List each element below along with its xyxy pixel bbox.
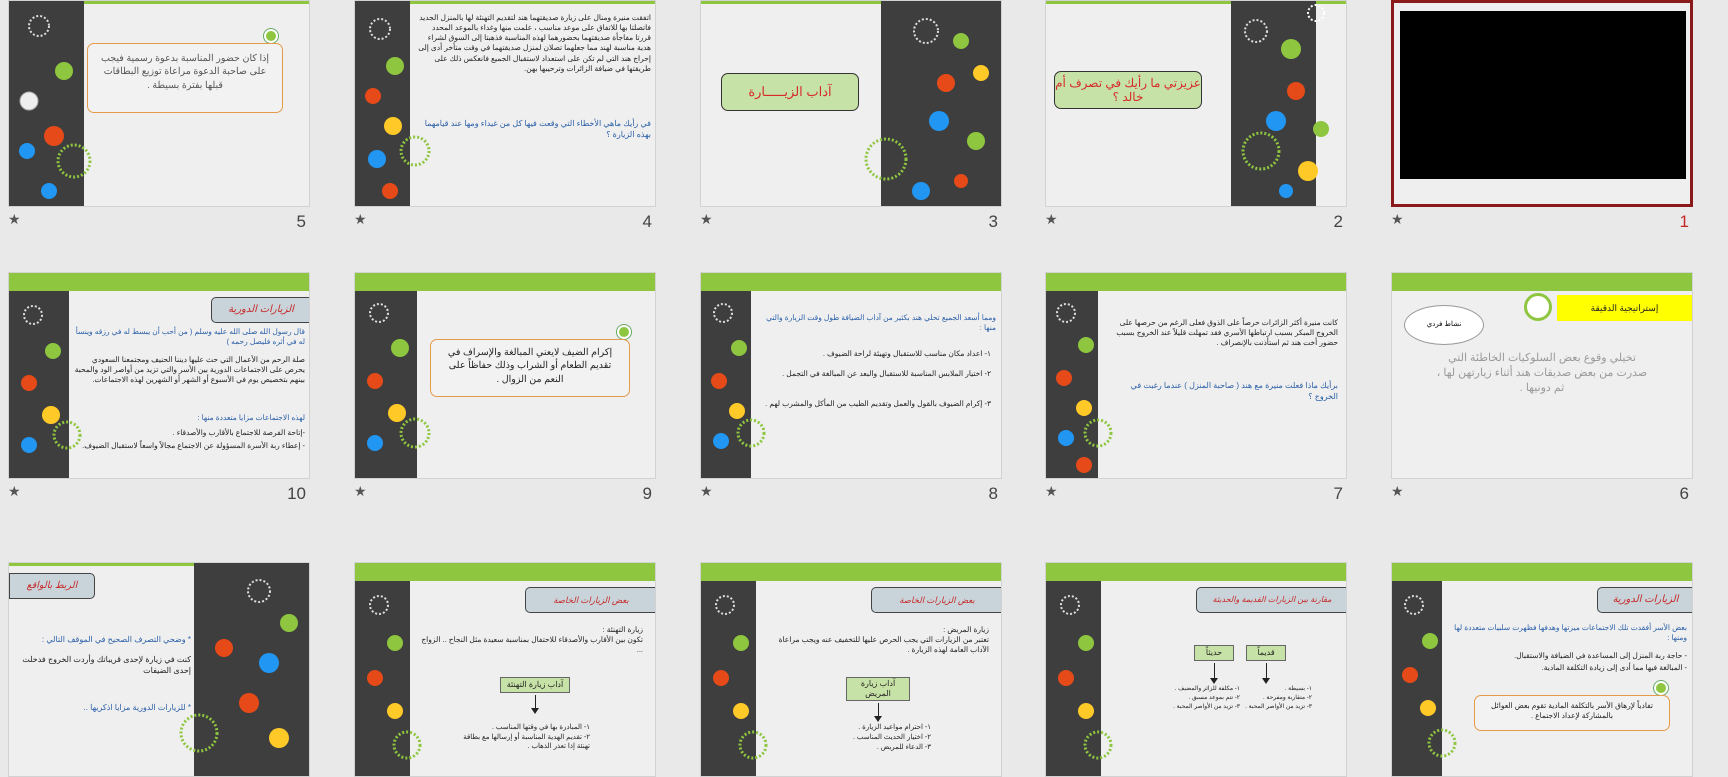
slide-thumbnail-14[interactable] — [354, 562, 656, 777]
list-item: ٣- إكرام الضيوف بالقول والعمل وتقديم الطيب من المأكل والمشرب لهم . — [765, 399, 991, 408]
visit-title: زيارة التهنئة : — [602, 625, 643, 634]
hadith-text: قال رسول الله صلى الله عليه وسلم ( من أحب أن يبسط له في رزقه وينسأ له في أثره فليصل رحمه ) — [75, 327, 305, 347]
slide-thumbnail-4[interactable] — [354, 0, 656, 235]
slide-thumbnail-9[interactable] — [354, 272, 656, 507]
star-icon: ★ — [1045, 484, 1058, 500]
slide-thumbnail-8[interactable] — [700, 272, 1002, 507]
section-tab: الزيارات الدورية — [211, 297, 310, 323]
section-tab: الربط بالواقع — [9, 573, 95, 599]
slide-number: 2 — [1333, 212, 1343, 231]
star-icon: ★ — [1391, 484, 1404, 500]
note-box: إذا كان حضور المناسبة بدعوة رسمية فيجب على صاحبة الدعوة مراعاة توزيع البطاقات قبلها بفترة بسيطة . — [87, 43, 283, 113]
lightbulb-icon — [1654, 681, 1668, 695]
slide-thumbnail-11[interactable] — [1391, 562, 1693, 777]
note-box: إكرام الضيف لايعني المبالغة والإسراف في تقديم الطعام أو الشراب وذلك حفاظاً على النعم من الزوال . — [430, 339, 630, 397]
star-icon: ★ — [354, 212, 367, 228]
slide-number: 9 — [642, 484, 652, 503]
scenario-text: كنت في زيارة لإحدى قريباتك وأردت الخروج فدخلت إحدى الضيفات — [22, 655, 191, 675]
slide-thumbnail-2[interactable] — [1045, 0, 1347, 235]
slide-thumbnail-13[interactable] — [700, 562, 1002, 777]
list-item: ٢- تقديم الهدية المناسبة أو إرسالها مع بطاقة تهنئة إذا تعذر الذهاب . — [463, 734, 590, 751]
intro-text: بعض الأسر أفقدت تلك الاجتماعات ميزتها وهدفها فظهرت سلبيات متعددة لها ومنها : — [1454, 623, 1687, 643]
slide-number: 7 — [1333, 484, 1343, 503]
question-text: * للزيارات الدورية مزايا اذكريها .. — [83, 703, 191, 712]
old-list-item: ٢- متقاربة ومفرحة . — [1263, 695, 1312, 701]
star-icon: ★ — [354, 484, 367, 500]
etiquette-label: آداب زيارة المريض — [846, 677, 910, 701]
slide-thumbnail-5[interactable] — [8, 0, 310, 235]
slide-number: 3 — [988, 212, 998, 231]
question-box: عزيزتي ما رأيك في تصرف أم خالد ؟ — [1054, 71, 1202, 109]
slide-thumbnail-3[interactable] — [700, 0, 1002, 235]
list-item: - إعطاء ربة الأسرة المسؤولة عن الاجتماع مجالاً واسعاً لاستقبال الضيوف. — [82, 441, 305, 450]
slide-canvas — [700, 0, 1002, 207]
arrow-icon — [1266, 663, 1267, 679]
arrow-icon — [878, 703, 879, 717]
arrow-icon — [535, 695, 536, 709]
slide-canvas — [1045, 562, 1347, 777]
slide-canvas — [700, 562, 1002, 777]
visit-text: تعتبر من الزيارات التي يجب الحرص عليها للتخفيف عنه ويجب مراعاة الآداب العامة لهذه الزيارة . — [778, 635, 989, 655]
new-list-item: ٣- تزيد من الأواصر المحبة . — [1173, 704, 1240, 710]
list-item: ١- المبادرة بها في وقتها المناسب . — [491, 724, 590, 731]
lightbulb-icon — [264, 29, 278, 43]
old-list-item: ٣- تزيد من الأواصر المحبة . — [1245, 704, 1312, 710]
slide-thumbnail-10[interactable] — [8, 272, 310, 507]
flowers-decoration — [1046, 273, 1347, 479]
visit-title: زيارة المريض : — [943, 625, 989, 634]
slide-thumbnail-15[interactable] — [8, 562, 310, 777]
visit-text: تكون بين الأقارب والأصدقاء للاحتفال بمناسبة سعيدة مثل النجاح .. الزواج ... — [421, 635, 643, 655]
lightbulb-icon — [617, 325, 631, 339]
section-tab: مقارنة بين الزيارات القديمة والحديثة — [1196, 587, 1347, 613]
new-label: حديثاً — [1194, 645, 1234, 661]
star-icon: ★ — [1391, 212, 1404, 228]
slide-canvas — [354, 562, 656, 777]
subheading-text: لهذه الاجتماعات مزايا متعددة منها : — [197, 413, 305, 422]
slide-number: 6 — [1679, 484, 1689, 503]
slide-number: 8 — [988, 484, 998, 503]
slide-canvas — [8, 0, 310, 207]
section-tab: بعض الزيارات الخاصة — [871, 587, 1002, 613]
slide-number: 1 — [1679, 212, 1689, 231]
old-label: قديماً — [1246, 645, 1286, 661]
slide-thumbnail-1[interactable] — [1391, 0, 1693, 235]
list-item: -إتاحة الفرصة للاجتماع بالأقارب والأصدقاء . — [172, 428, 305, 437]
star-icon: ★ — [8, 212, 21, 228]
intro-text: ومما أسعد الجميع تحلي هند بكثير من آداب الضيافة طول وقت الزيارة والتي منها : — [766, 313, 996, 333]
story-text: اتفقت منيرة ومنال على زيارة صديقتهما هند لتقديم التهنئة لها بالمنزل الجديد فاتصلتا بها للاتفاق على موعد مناسب ، علمت منها وغداء بالموعد المحدد قررتا مفاجأة صديقتهما بحضورهما لهذه المناسبة فذهبتا إلى السوق لشراء هدية مناسبة لهند مما جعلهما تصلان لمنزل صديقتهما في وقت متأخر أدى إلى إحراج هند التي لم تكن على استعداد لاستقبال الجميع فانعكس ذلك على طريقتها في ضيافة الزائرات وترحيبها بهن. — [418, 13, 651, 73]
slide-canvas — [1391, 562, 1693, 777]
slide-thumbnail-12[interactable] — [1045, 562, 1347, 777]
note-box: تفادياً لإرهاق الأسر بالتكلفة المادية تقوم بعض العوائل بالمشاركة لإعداد الاجتماع . — [1474, 695, 1670, 731]
arrow-icon — [1214, 663, 1215, 679]
question-text: في رأيك ماهي الأخطاء التي وقعت فيها كل من غيداء ومها عند قيامهما بهذه الزيارة ؟ — [424, 119, 651, 139]
slide-canvas — [8, 272, 310, 479]
title-box: آداب الزيـــــارة — [721, 73, 859, 111]
question-text: * وضحي التصرف الصحيح في الموقف التالي : — [41, 635, 191, 644]
slide-thumbnail-6[interactable] — [1391, 272, 1693, 507]
new-list-item: ٢- تتم بموعد مسبق . — [1188, 695, 1240, 701]
old-list-item: ١- بسيطة . — [1284, 686, 1312, 692]
slide-canvas — [1391, 272, 1693, 479]
activity-ellipse: نشاط فردي — [1404, 305, 1484, 345]
slide-canvas — [1045, 0, 1347, 207]
new-list-item: ١- مكلفة للزائر والمضيف . — [1174, 686, 1240, 692]
section-tab: بعض الزيارات الخاصة — [525, 587, 656, 613]
video-placeholder — [1400, 11, 1686, 179]
list-item: - حاجة ربة المنزل إلى المساعدة في الضيافة والاستقبال. — [1514, 651, 1687, 660]
slide-canvas — [8, 562, 310, 777]
slide-canvas — [1391, 0, 1693, 207]
list-item: ٣- الدعاء للمريض . — [876, 744, 931, 751]
section-tab: الزيارات الدورية — [1597, 587, 1693, 613]
star-icon: ★ — [700, 212, 713, 228]
story-text: كانت منيرة أكثر الزائرات حرصاً على الذوق فعلى الرغم من حرصها على الخروج المبكر بسبب ارتباطها الأسري فقد تمهلت قليلاً عند الخروج بسبب حضور أخت هند ثم استأذنت بالإنصراف . — [1116, 318, 1338, 348]
list-item: ١- اعداد مكان مناسب للاستقبال وتهيئة لراحة الضيوف . — [822, 349, 991, 358]
slide-number: 10 — [287, 484, 306, 503]
star-icon: ★ — [8, 484, 21, 500]
slide-canvas — [354, 272, 656, 479]
question-text: برأيك ماذا فعلت منيرة مع هند ( صاحبة المنزل ) عندما رغبت في الخروج ؟ — [1130, 381, 1338, 401]
activity-text: تخيلي وقوع بعض السلوكيات الخاطئة التي صدرت من بعض صديقات هند أثناء زيارتهن لها ، ثم دونيها . — [1436, 352, 1648, 394]
slide-canvas — [700, 272, 1002, 479]
slide-thumbnail-7[interactable] — [1045, 272, 1347, 507]
list-item: ١- احترام مواعيد الزيارة . — [858, 724, 931, 731]
clock-icon — [1524, 293, 1552, 321]
slide-number: 5 — [296, 212, 306, 231]
list-item: ٢- اختيار الحديث المناسب . — [852, 734, 931, 741]
slide-canvas — [354, 0, 656, 207]
slide-canvas — [1045, 272, 1347, 479]
body-text: صلة الرحم من الأعمال التي حث عليها ديننا الحنيف ومجتمعنا السعودي يحرص على الاجتماعات الدورية بين الأسر والتي تزيد من أواصر الود والمحبة بينهم بتخصيص يوم في الأسبوع أو الشهر أو الشهرين لهذه الاجتماعات. — [74, 355, 305, 385]
list-item: - المبالغة فيها مما أدى إلى زيادة التكلفة المادية. — [1541, 663, 1687, 672]
etiquette-label: آداب زيارة التهنئة — [500, 677, 570, 693]
strategy-banner: إستراتيجية الدقيقة — [1557, 295, 1692, 321]
star-icon: ★ — [700, 484, 713, 500]
list-item: ٢- اختيار الملابس المناسبة للاستقبال والبعد عن المبالغة في التجمل . — [782, 369, 991, 378]
star-icon: ★ — [1045, 212, 1058, 228]
slide-number: 4 — [642, 212, 652, 231]
